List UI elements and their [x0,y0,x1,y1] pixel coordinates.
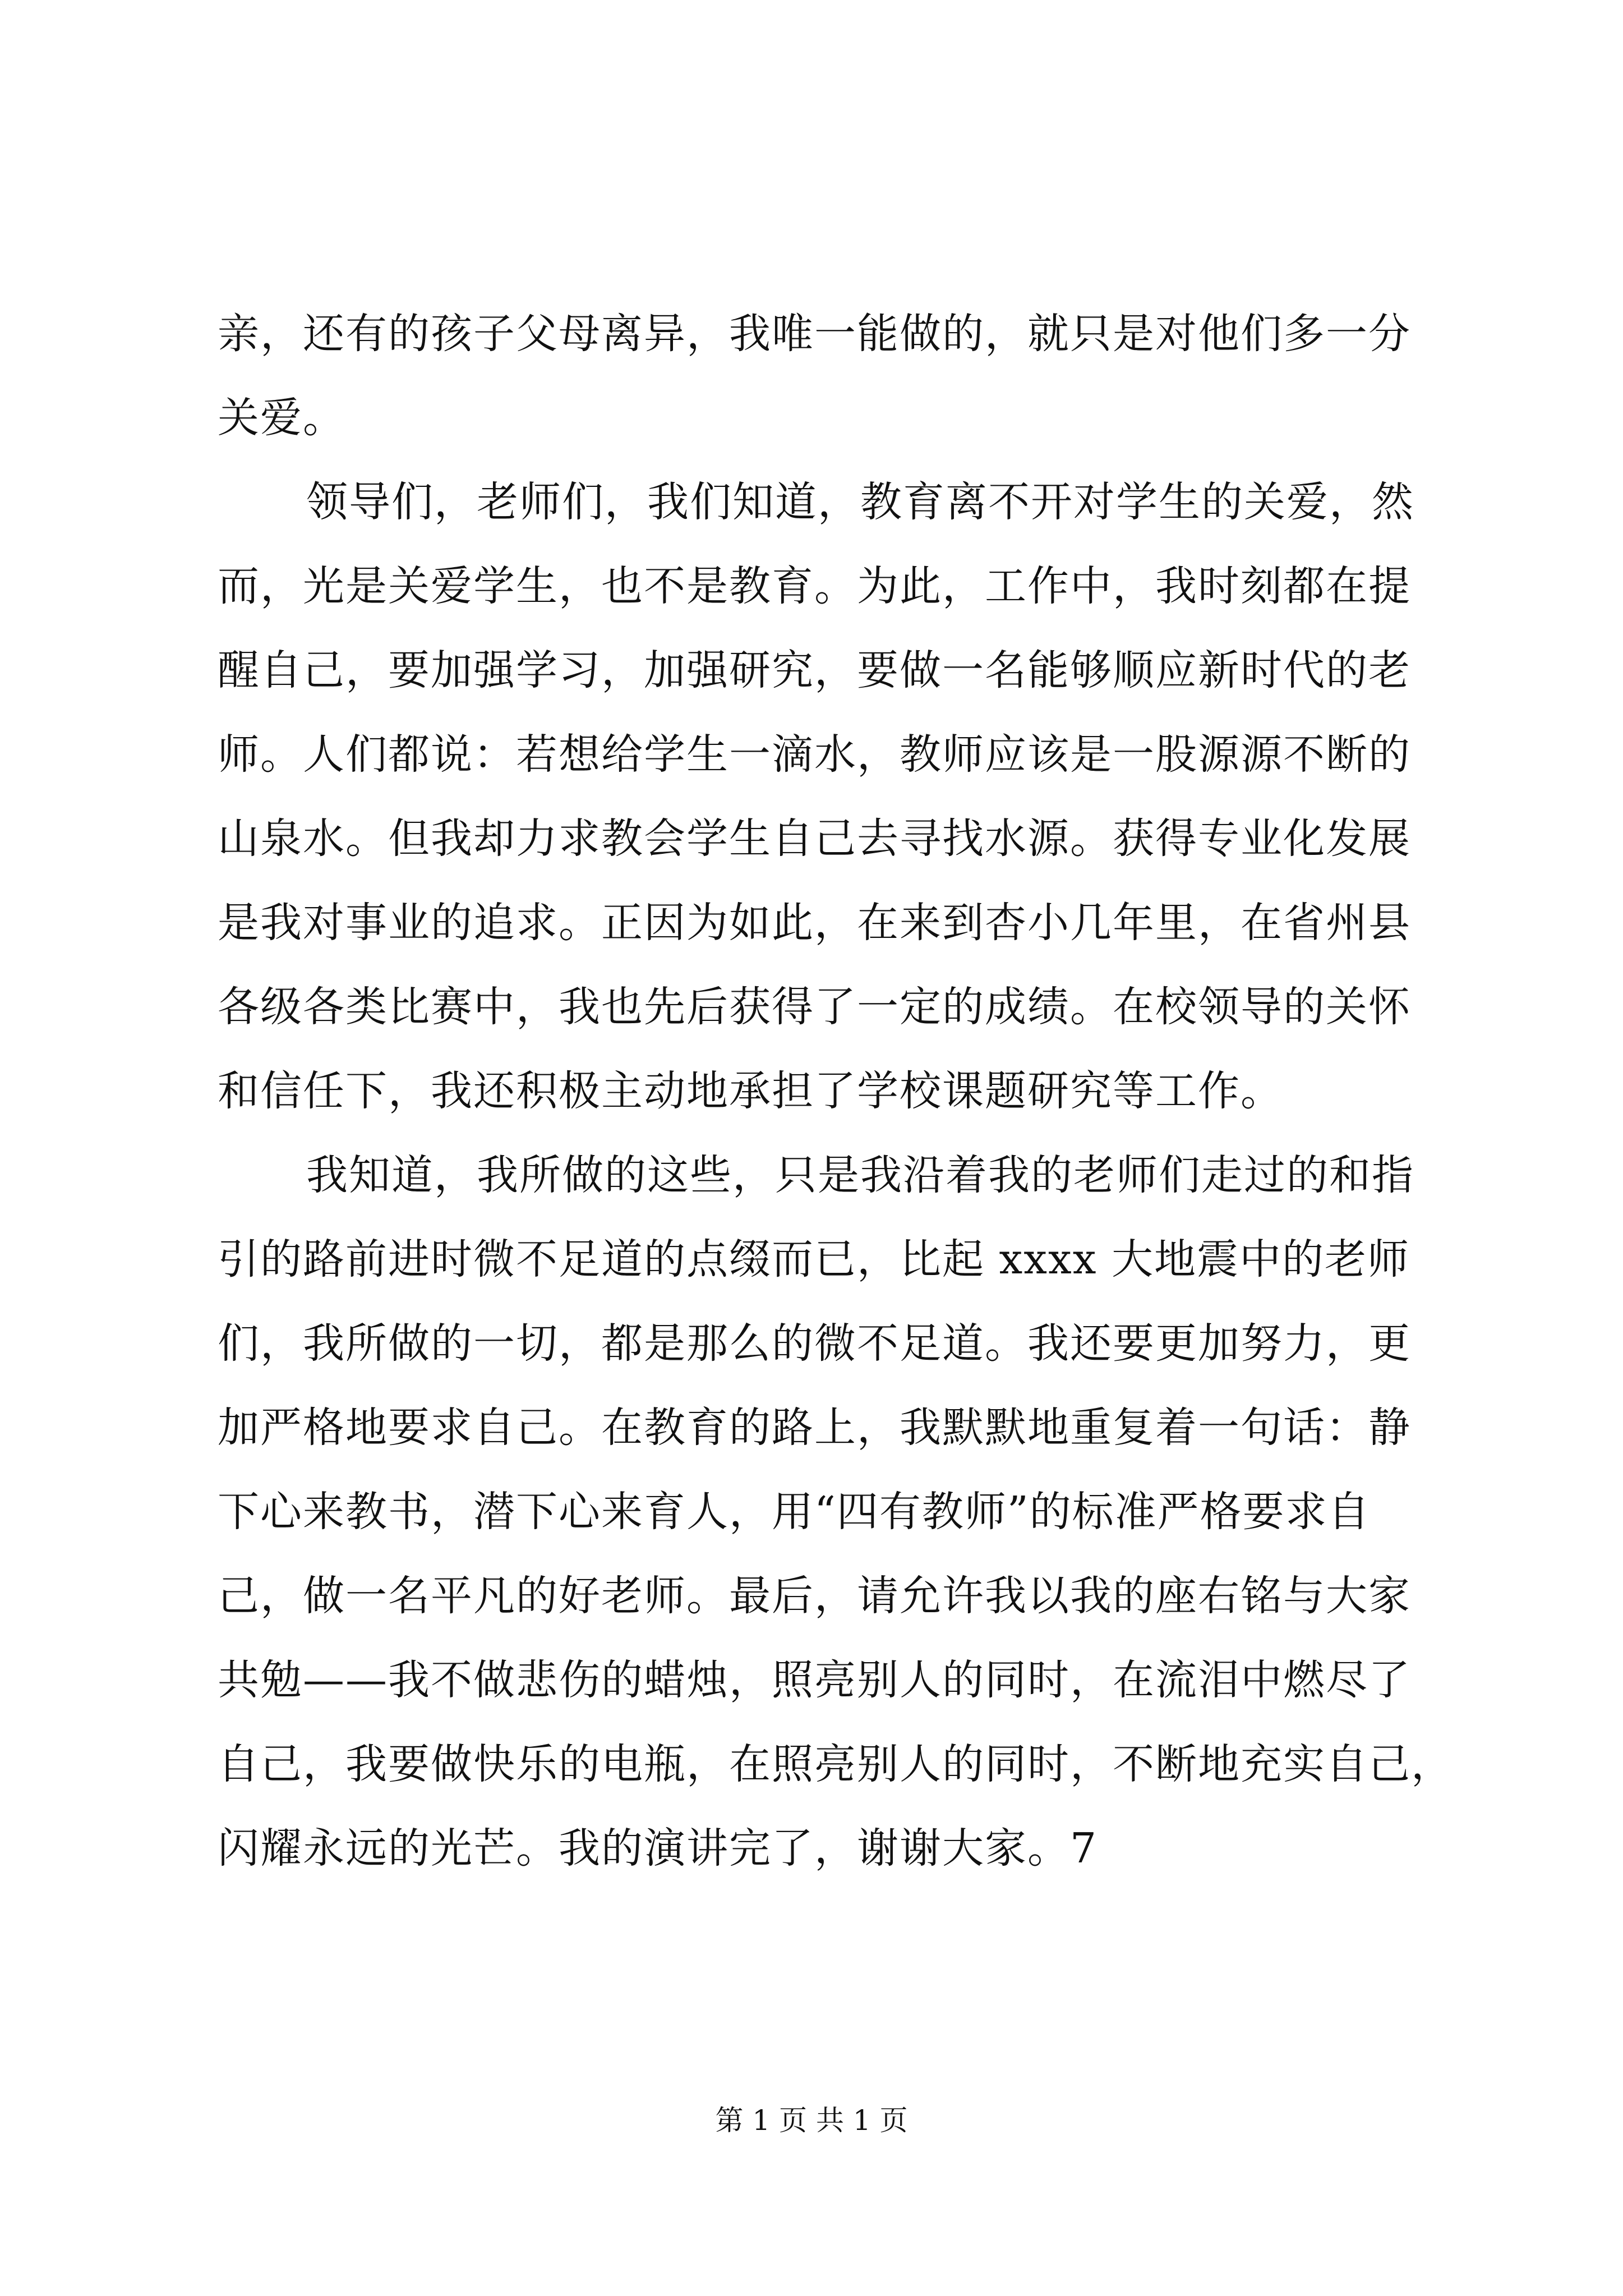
text-line: 领导们，老师们，我们知道，教育离不开对学生的关爱，然 [306,478,1414,526]
text-line: 下心来教书，潜下心来育人，用“四有教师”的标准严格要求自 [218,1488,1371,1536]
text-line: 醒自己，要加强学习，加强研究，要做一名能够顺应新时代的老 [218,646,1411,694]
text-line: 自己，我要做快乐的电瓶，在照亮别人的同时，不断地充实自己， [218,1740,1454,1788]
text-line: 关爱。 [218,394,345,442]
text-line: 己，做一名平凡的好老师。最后，请允许我以我的座右铭与大家 [218,1572,1411,1620]
text-line: 山泉水。但我却力求教会学生自己去寻找水源。获得专业化发展 [218,815,1411,863]
text-line: 和信任下，我还积极主动地承担了学校课题研究等工作。 [218,1067,1283,1115]
text-line: 闪耀永远的光芒。我的演讲完了，谢谢大家。7 [218,1824,1098,1872]
text-line: 引的路前进时微不足道的点缀而已，比起 xxxx 大地震中的老师 [218,1235,1410,1283]
text-line: 师。人们都说：若想给学生一滴水，教师应该是一股源源不断的 [218,730,1411,779]
text-line: 各级各类比赛中，我也先后获得了一定的成绩。在校领导的关怀 [218,983,1411,1031]
text-line: 加严格地要求自己。在教育的路上，我默默地重复着一句话：静 [218,1404,1411,1452]
text-line: 亲，还有的孩子父母离异，我唯一能做的，就只是对他们多一分 [218,310,1411,358]
text-line: 而，光是关爱学生，也不是教育。为此，工作中，我时刻都在提 [218,562,1411,610]
text-line: 是我对事业的追求。正因为如此，在来到杏小几年里，在省州县 [218,899,1411,947]
text-line: 共勉——我不做悲伤的蜡烛，照亮别人的同时，在流泪中燃尽了 [218,1656,1411,1704]
text-line: 们，我所做的一切，都是那么的微不足道。我还要更加努力，更 [218,1319,1411,1368]
text-line: 我知道，我所做的这些，只是我沿着我的老师们走过的和指 [306,1151,1414,1199]
page-number-footer: 第 1 页 共 1 页 [715,2104,908,2137]
